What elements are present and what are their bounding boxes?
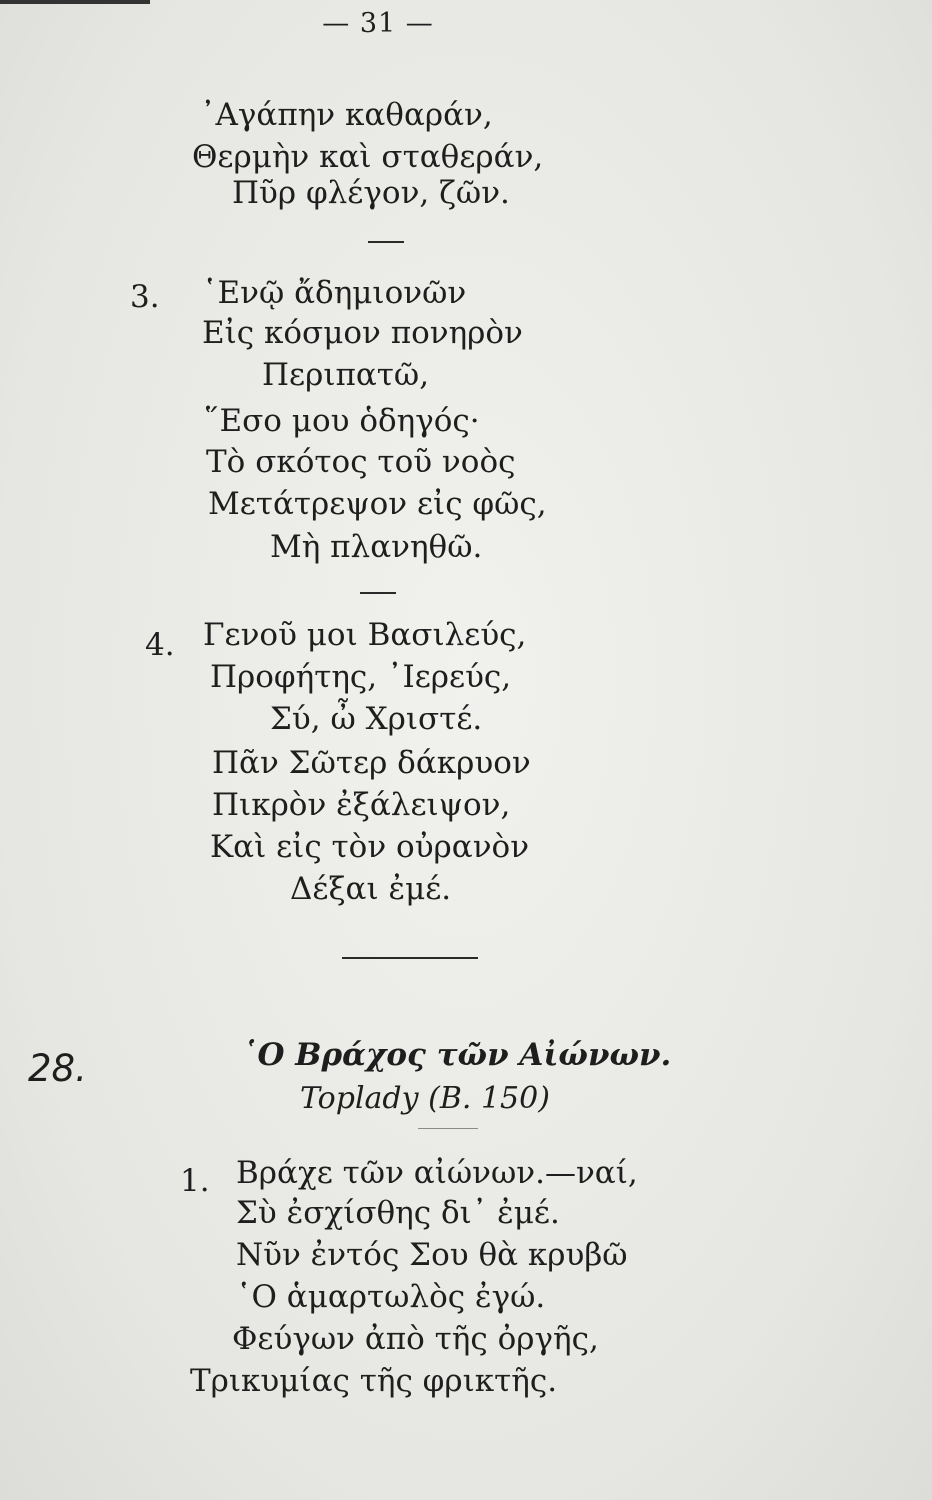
verse-4-line-2: Προφήτης, ᾿Ιερεύς, xyxy=(210,659,512,695)
verse-divider xyxy=(368,241,404,243)
hymn-separator xyxy=(342,957,478,959)
verse-4-line-3: Σύ, ὦ Χριστέ. xyxy=(270,701,483,737)
hymn-28-verse-1-line-1: Βράχε τῶν αἰώνων.—ναί, xyxy=(236,1155,638,1191)
verse-divider xyxy=(360,592,396,594)
hymn-28-verse-1-line-6: Τρικυμίας τῆς φρικτῆς. xyxy=(190,1363,558,1399)
verse-2-line-2: Θερμὴν καὶ σταθεράν, xyxy=(192,139,544,175)
verse-4-line-6: Καὶ εἰς τὸν οὐρανὸν xyxy=(210,829,530,865)
verse-2-line-3: Πῦρ φλέγον, ζῶν. xyxy=(232,175,510,211)
verse-4-line-7: Δέξαι ἐμέ. xyxy=(290,871,452,907)
verse-3-number: 3. xyxy=(130,279,160,315)
verse-2-line-1: ᾿Αγάπην καθαράν, xyxy=(200,97,493,133)
hymn-28-verse-1-line-3: Νῦν ἐντός Σου θὰ κρυβῶ xyxy=(236,1237,628,1273)
verse-4-line-4: Πᾶν Σῶτερ δάκρυον xyxy=(212,745,531,781)
hymn-number: 28. xyxy=(28,1047,87,1090)
verse-3-line-2: Εἰς κόσμον πονηρὸν xyxy=(202,315,523,351)
hymn-28-verse-1-line-2: Σὺ ἐσχίσθης δι᾿ ἐμέ. xyxy=(236,1195,560,1231)
verse-3-line-4: ῞Εσο μου ὁδηγός· xyxy=(204,403,480,439)
hymn-28-verse-1-line-4: ῾Ο ἁμαρτωλὸς ἐγώ. xyxy=(236,1279,546,1315)
verse-3-line-7: Μὴ πλανηθῶ. xyxy=(270,529,483,565)
page-number: — 31 — xyxy=(322,8,434,39)
verse-3-line-3: Περιπατῶ, xyxy=(262,357,430,393)
hymn-28-verse-1-line-5: Φεύγων ἀπὸ τῆς ὀργῆς, xyxy=(232,1321,599,1357)
hymn-title: ῾Ο Βράχος τῶν Αἰώνων. xyxy=(242,1037,672,1073)
verse-4-number: 4. xyxy=(145,627,175,663)
verse-3-line-6: Μετάτρεψον εἰς φῶς, xyxy=(208,486,547,522)
verse-4-line-1: Γενοῦ μοι Βασιλεύς, xyxy=(203,617,527,653)
hymn-28-verse-1-number: 1. xyxy=(180,1163,210,1199)
verse-3-line-1: ῾Ενῷ ἄδημιονῶν xyxy=(202,275,467,311)
verse-3-line-5: Τὸ σκότος τοῦ νοὸς xyxy=(206,444,516,480)
title-rule xyxy=(418,1128,478,1129)
hymn-author: Toplady (Β. 150) xyxy=(300,1081,550,1116)
top-edge-rule xyxy=(0,0,150,4)
verse-4-line-5: Πικρὸν ἐξάλειψον, xyxy=(212,787,511,823)
